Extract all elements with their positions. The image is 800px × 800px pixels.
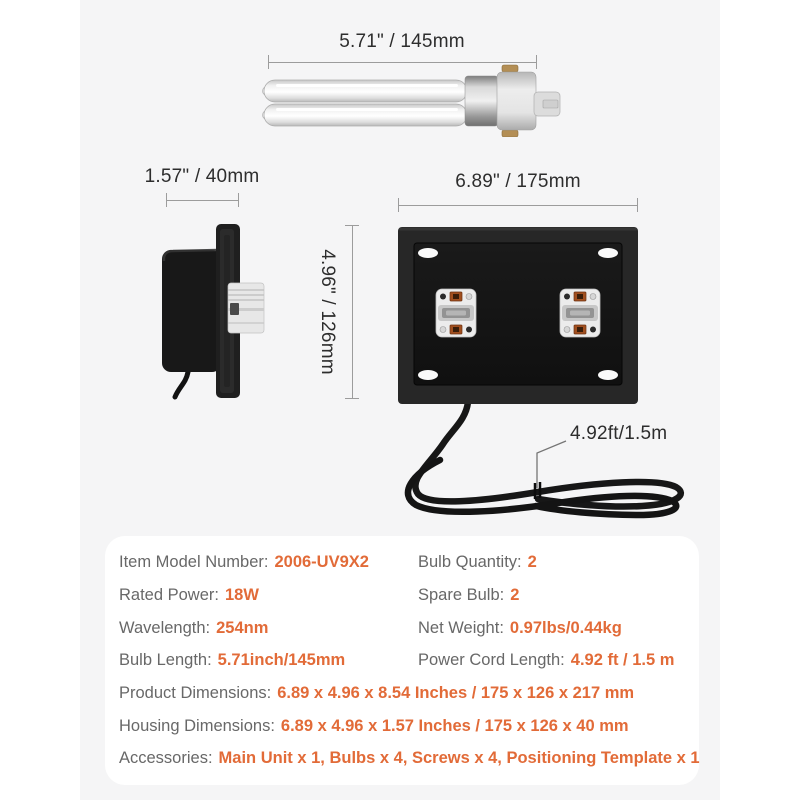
bulb-glass-tubes xyxy=(263,80,468,126)
spec-net-weight: Net Weight: 0.97lbs/0.44kg xyxy=(418,618,622,637)
bulb-length-dimension-label: 5.71" / 145mm xyxy=(339,31,465,52)
coiled-power-cord xyxy=(408,402,681,515)
uv-bulb-illustration xyxy=(250,55,562,137)
spec-row xyxy=(119,644,685,677)
bulb-key-tab xyxy=(534,92,560,116)
spec-spare-bulb: Spare Bulb: 2 xyxy=(418,586,520,605)
housing-side-view-illustration xyxy=(148,215,270,401)
spec-row xyxy=(119,546,685,579)
spec-housing-dimensions: Housing Dimensions: 6.89 x 4.96 x 1.57 Inches / 175 x 126 x 40 mm xyxy=(119,716,629,735)
bulb-metal-collar xyxy=(465,76,498,126)
lamp-socket-left xyxy=(436,289,476,337)
spec-row xyxy=(119,611,685,644)
housing-depth-dimension-line xyxy=(166,193,239,207)
cord-stub xyxy=(175,372,188,397)
housing-body-side xyxy=(162,250,221,372)
spec-power-cord-length: Power Cord Length: 4.92 ft / 1.5 m xyxy=(418,651,675,670)
housing-depth-dimension-label: 1.57" / 40mm xyxy=(144,166,260,187)
cord-length-callout-line xyxy=(537,441,566,488)
housing-height-dimension-line xyxy=(345,225,359,399)
bulb-plastic-base xyxy=(497,72,536,130)
spec-bulb-length: Bulb Length: 5.71inch/145mm xyxy=(119,651,346,670)
spec-product-dimensions: Product Dimensions: 6.89 x 4.96 x 8.54 Inches / 175 x 126 x 217 mm xyxy=(119,684,635,703)
spec-row xyxy=(119,579,685,612)
spec-accessories: Accessories: Main Unit x 1, Bulbs x 4, Screws x 4, Positioning Template x 1 xyxy=(119,749,700,768)
housing-height-dimension-label: 4.96" / 126mm xyxy=(317,249,338,375)
spec-card xyxy=(105,536,699,785)
spec-item-model-number: Item Model Number: 2006-UV9X2 xyxy=(119,553,369,572)
spec-rated-power: Rated Power: 18W xyxy=(119,586,259,605)
housing-width-dimension-label: 6.89" / 175mm xyxy=(455,171,581,192)
housing-width-dimension-line xyxy=(398,198,638,212)
socket-side-view xyxy=(228,283,264,333)
spec-wavelength: Wavelength: 254nm xyxy=(119,618,269,637)
cord-length-label: 4.92ft/1.5m xyxy=(570,423,668,444)
spec-bulb-quantity: Bulb Quantity: 2 xyxy=(418,553,537,572)
housing-front-view-illustration xyxy=(388,222,700,522)
lamp-socket-right xyxy=(560,289,600,337)
